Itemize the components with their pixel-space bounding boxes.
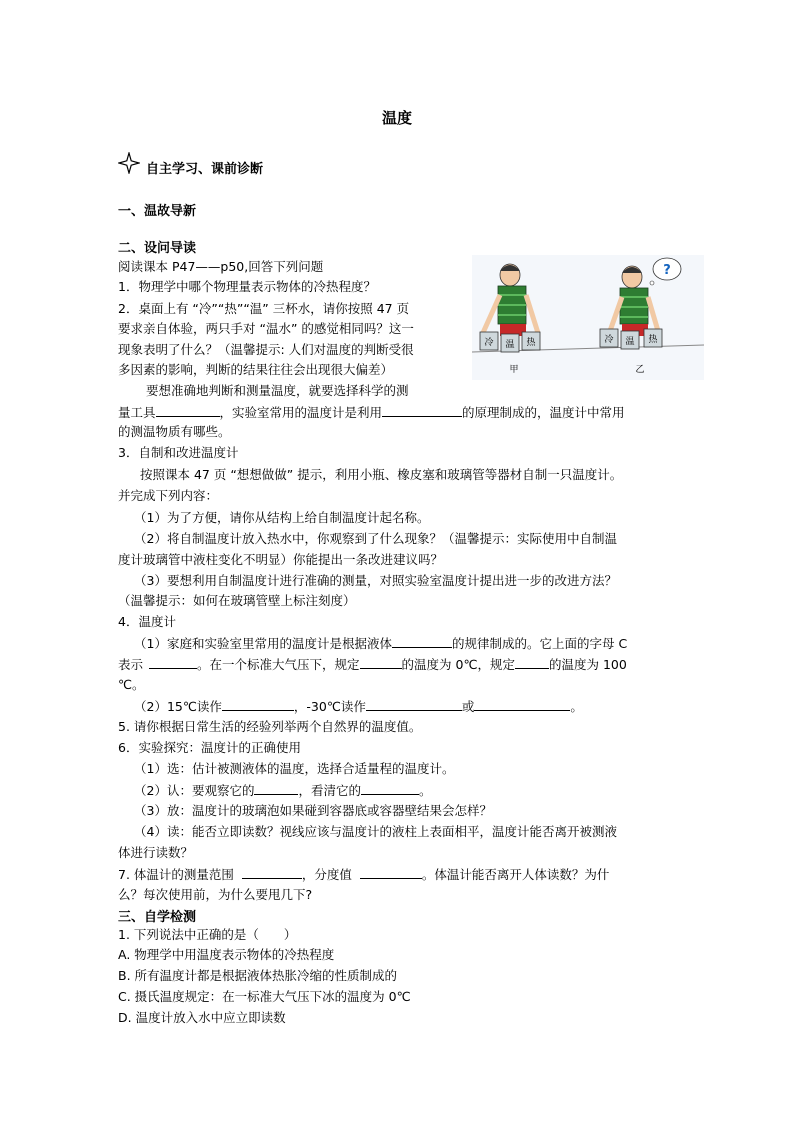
- text-line: 阅读课本 P47——p50,回答下列问题: [118, 259, 324, 274]
- text-line: 7. 体温计的测量范围 ，分度值 。体温计能否离开人体读数？为什: [118, 864, 609, 885]
- question: 1. 下列说法中正确的是（ ）: [118, 927, 297, 942]
- option-a: A. 物理学中用温度表示物体的冷热程度: [118, 947, 335, 962]
- text-line: ℃。: [118, 677, 145, 692]
- text-line: 1．物理学中哪个物理量表示物体的冷热程度？: [118, 279, 376, 294]
- text-line: （2）将自制温度计放入热水中，你观察到了什么现象？（温馨提示：实际使用中自制温: [134, 531, 617, 546]
- blank-field[interactable]: [392, 633, 452, 648]
- section-self-test: 三、自学检测: [118, 910, 197, 925]
- text-line: 3．自制和改进温度计: [118, 445, 239, 460]
- text-line: 2．桌面上有 “冷”“热”“温” 三杯水，请你按照 47 页: [118, 301, 410, 316]
- page-title: 温度: [381, 109, 412, 127]
- text-line: （3）放：温度计的玻璃泡如果碰到容器底或容器壁结果会怎样？: [134, 803, 492, 818]
- text-line: （2）15℃读作 ，-30℃读作 或 。: [134, 696, 583, 717]
- text-line: 体进行读数？: [118, 845, 194, 860]
- text-line: 4．温度计: [118, 614, 176, 629]
- blank-field[interactable]: [366, 696, 462, 711]
- blank-field[interactable]: [361, 780, 419, 795]
- text-line: 表示 。在一个标准大气压下，规定 的温度为 0℃，规定 的温度为 100: [118, 654, 627, 675]
- blank-field[interactable]: [382, 402, 462, 417]
- section-review: 一、温故导新: [118, 204, 197, 219]
- svg-text:冷: 冷: [604, 335, 614, 345]
- text-line: （1）为了方便，请你从结构上给自制温度计起名称。: [134, 510, 430, 525]
- text-line: 6．实验探究：温度计的正确使用: [118, 740, 301, 755]
- blank-field[interactable]: [242, 864, 302, 879]
- section-guided-reading: 二、设问导读: [118, 241, 197, 256]
- four-point-star-icon: [118, 152, 140, 174]
- text-line: 量工具 ，实验室常用的温度计是利用 的原理制成的，温度计中常用: [118, 402, 625, 423]
- text-line: （4）读：能否立即读数？视线应该与温度计的液柱上表面相平，温度计能否离开被测液: [134, 824, 617, 839]
- svg-text:热: 热: [648, 335, 658, 345]
- option-c: C. 摄氏温度规定：在一标准大气压下冰的温度为 0℃: [118, 989, 411, 1004]
- text-line: 按照课本 47 页 “想想做做” 提示，利用小瓶、橡皮塞和玻璃管等器材自制一只温度计。: [140, 467, 623, 482]
- blank-field[interactable]: [254, 780, 298, 795]
- blank-field[interactable]: [515, 654, 549, 669]
- svg-text:温: 温: [625, 337, 635, 347]
- experiment-illustration: [472, 255, 704, 380]
- text-line: （温馨提示：如何在玻璃管壁上标注刻度）: [118, 593, 356, 608]
- text-line: 并完成下列内容：: [118, 488, 219, 503]
- label-yi: 乙: [635, 365, 645, 375]
- text-line: （3）要想利用自制温度计进行准确的测量，对照实验室温度计提出进一步的改进方法？: [134, 573, 617, 588]
- text-line: 要想准确地判断和测量温度，就要选择科学的测: [146, 383, 409, 398]
- option-b: B. 所有温度计都是根据液体热胀冷缩的性质制成的: [118, 968, 398, 983]
- blank-field[interactable]: [156, 402, 220, 417]
- text-line: （1）家庭和实验室里常用的温度计是根据液体 的规律制成的。它上面的字母 C: [134, 633, 627, 654]
- cup-set-right: [600, 329, 662, 349]
- svg-text:热: 热: [526, 338, 536, 348]
- blank-field[interactable]: [360, 654, 402, 669]
- svg-text:冷: 冷: [484, 338, 494, 348]
- blank-field[interactable]: [222, 696, 294, 711]
- question-mark-icon: ?: [663, 263, 671, 278]
- text-line: （2）认：要观察它的 ，看清它的 。: [134, 780, 432, 801]
- text-line: 的测温物质有哪些。: [118, 424, 231, 439]
- blank-field[interactable]: [360, 864, 422, 879]
- text-line: （1）选：估计被测液体的温度，选择合适量程的温度计。: [134, 761, 455, 776]
- blank-field[interactable]: [149, 654, 197, 669]
- cup-set-left: [480, 332, 540, 352]
- text-line: 要求亲自体验，两只手对 “温水” 的感觉相同吗？这一: [118, 321, 414, 336]
- svg-text:温: 温: [505, 340, 515, 350]
- blank-field[interactable]: [474, 696, 570, 711]
- option-d: D. 温度计放入水中应立即读数: [118, 1010, 286, 1025]
- heading-self-study: 自主学习、课前诊断: [146, 162, 264, 177]
- text-line: 度计玻璃管中液柱变化不明显）你能提出一条改进建议吗？: [118, 552, 444, 567]
- label-jia: 甲: [509, 365, 519, 375]
- text-line: 多因素的影响，判断的结果往往会出现很大偏差）: [118, 362, 394, 377]
- text-line: 么？每次使用前，为什么要甩几下?: [118, 887, 313, 902]
- text-line: 5. 请你根据日常生活的经验列举两个自然界的温度值。: [118, 719, 422, 734]
- text-line: 现象表明了什么？（温馨提示: 人们对温度的判断受很: [118, 342, 414, 357]
